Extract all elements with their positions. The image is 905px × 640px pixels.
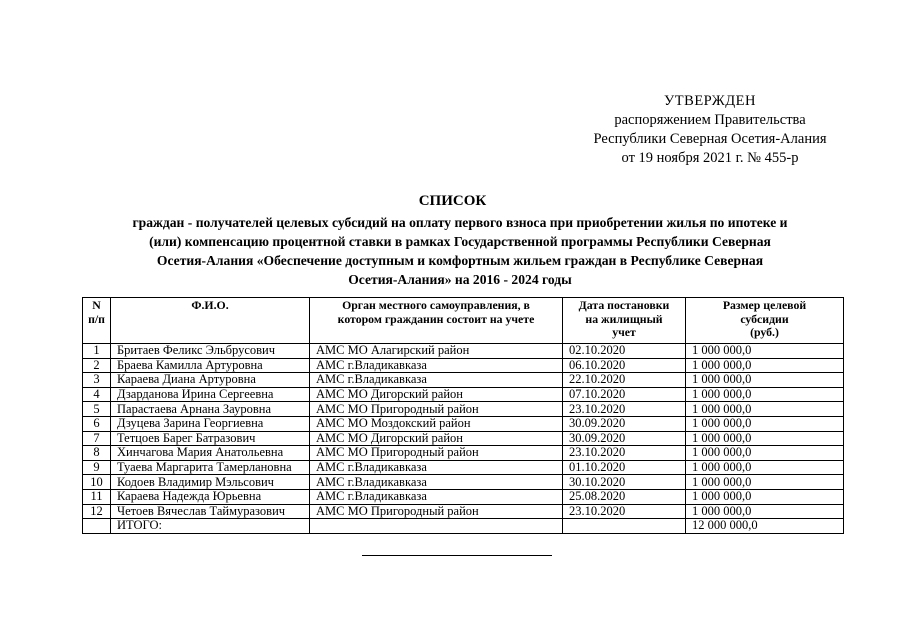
cell-fio: Дзарданова Ирина Сергеевна [111,387,310,402]
cell-amount: 1 000 000,0 [686,446,844,461]
table-row [83,460,844,475]
cell-date: 06.10.2020 [563,358,686,373]
cell-org: АМС г.Владикавказа [310,489,563,504]
cell-date: 23.10.2020 [563,446,686,461]
cell-org: АМС МО Алагирский район [310,344,563,359]
cell-date: 07.10.2020 [563,387,686,402]
cell-amount: 1 000 000,0 [686,460,844,475]
cell-amount: 1 000 000,0 [686,504,844,519]
cell-org: АМС МО Пригородный район [310,504,563,519]
cell-org: АМС МО Дигорский район [310,431,563,446]
header-date: Дата постановки на жилищный учет [563,298,686,344]
subtitle-line: (или) компенсацию процентной ставки в рамках Государственной программы Республики Северная [149,234,771,249]
table-row [83,489,844,504]
total-row [83,519,844,534]
cell-date: 22.10.2020 [563,373,686,388]
cell-num: 7 [83,431,111,446]
cell-empty [563,519,686,534]
cell-fio: Хинчагова Мария Анатольевна [111,446,310,461]
table-header-row [83,298,844,344]
cell-date: 02.10.2020 [563,344,686,359]
cell-num: 2 [83,358,111,373]
cell-amount: 1 000 000,0 [686,402,844,417]
cell-org: АМС МО Пригородный район [310,402,563,417]
cell-fio: Караева Диана Артуровна [111,373,310,388]
table-row [83,431,844,446]
cell-fio: Туаева Маргарита Тамерлановна [111,460,310,475]
cell-amount: 1 000 000,0 [686,475,844,490]
cell-num: 3 [83,373,111,388]
header-org: Орган местного самоуправления, в котором гражданин состоит на учете [310,298,563,344]
cell-date: 30.09.2020 [563,416,686,431]
cell-amount: 1 000 000,0 [686,387,844,402]
cell-fio: Бритаев Феликс Эльбрусович [111,344,310,359]
cell-num: 9 [83,460,111,475]
cell-num: 12 [83,504,111,519]
cell-date: 23.10.2020 [563,504,686,519]
cell-num: 10 [83,475,111,490]
table-row [83,446,844,461]
header-num: N п/п [83,298,111,344]
cell-amount: 1 000 000,0 [686,489,844,504]
cell-org: АМС МО Моздокский район [310,416,563,431]
cell-num: 1 [83,344,111,359]
table-row [83,475,844,490]
cell-org: АМС г.Владикавказа [310,460,563,475]
cell-num: 4 [83,387,111,402]
table-row [83,344,844,359]
header-fio: Ф.И.О. [111,298,310,344]
table-row [83,402,844,417]
total-label: ИТОГО: [111,519,310,534]
cell-date: 30.10.2020 [563,475,686,490]
cell-amount: 1 000 000,0 [686,373,844,388]
cell-fio: Кодоев Владимир Мэльсович [111,475,310,490]
cell-org: АМС г.Владикавказа [310,475,563,490]
recipients-table [82,297,844,534]
cell-fio: Тетцоев Барег Батразович [111,431,310,446]
cell-num: 8 [83,446,111,461]
table-row [83,416,844,431]
total-amount: 12 000 000,0 [686,519,844,534]
cell-amount: 1 000 000,0 [686,416,844,431]
cell-org: АМС г.Владикавказа [310,373,563,388]
cell-amount: 1 000 000,0 [686,358,844,373]
bottom-rule [362,555,552,556]
document-title: СПИСОК [418,193,487,209]
cell-num: 5 [83,402,111,417]
cell-amount: 1 000 000,0 [686,344,844,359]
cell-org: АМС МО Дигорский район [310,387,563,402]
cell-date: 01.10.2020 [563,460,686,475]
approval-date-line: от 19 ноября 2021 г. № 455-р [621,150,799,166]
cell-fio: Браева Камилла Артуровна [111,358,310,373]
approval-stamp: УТВЕРЖДЕН [664,93,756,109]
cell-date: 25.08.2020 [563,489,686,504]
cell-empty [83,519,111,534]
cell-org: АМС МО Пригородный район [310,446,563,461]
subtitle-line: Осетия-Алания» на 2016 - 2024 годы [348,272,572,287]
cell-date: 30.09.2020 [563,431,686,446]
table-row [83,504,844,519]
cell-org: АМС г.Владикавказа [310,358,563,373]
table-row [83,387,844,402]
cell-fio: Парастаева Арнана Зауровна [111,402,310,417]
table-row [83,373,844,388]
cell-fio: Четоев Вячеслав Таймуразович [111,504,310,519]
header-amount: Размер целевой субсидии (руб.) [686,298,844,344]
approval-line: Республики Северная Осетия-Алания [593,131,827,147]
cell-empty [310,519,563,534]
approval-block [560,92,860,168]
cell-amount: 1 000 000,0 [686,431,844,446]
cell-num: 6 [83,416,111,431]
cell-num: 11 [83,489,111,504]
subtitle-line: Осетия-Алания «Обеспечение доступным и комфортным жильем граждан в Республике Северная [156,253,764,268]
document-subtitle [80,213,840,289]
table-row [83,358,844,373]
cell-fio: Дзуцева Зарина Георгиевна [111,416,310,431]
approval-line: распоряжением Правительства [614,112,806,128]
subtitle-line: граждан - получателей целевых субсидий на оплату первого взноса при приобретении жилья по ипотеке и [132,215,788,230]
cell-date: 23.10.2020 [563,402,686,417]
cell-fio: Караева Надежда Юрьевна [111,489,310,504]
